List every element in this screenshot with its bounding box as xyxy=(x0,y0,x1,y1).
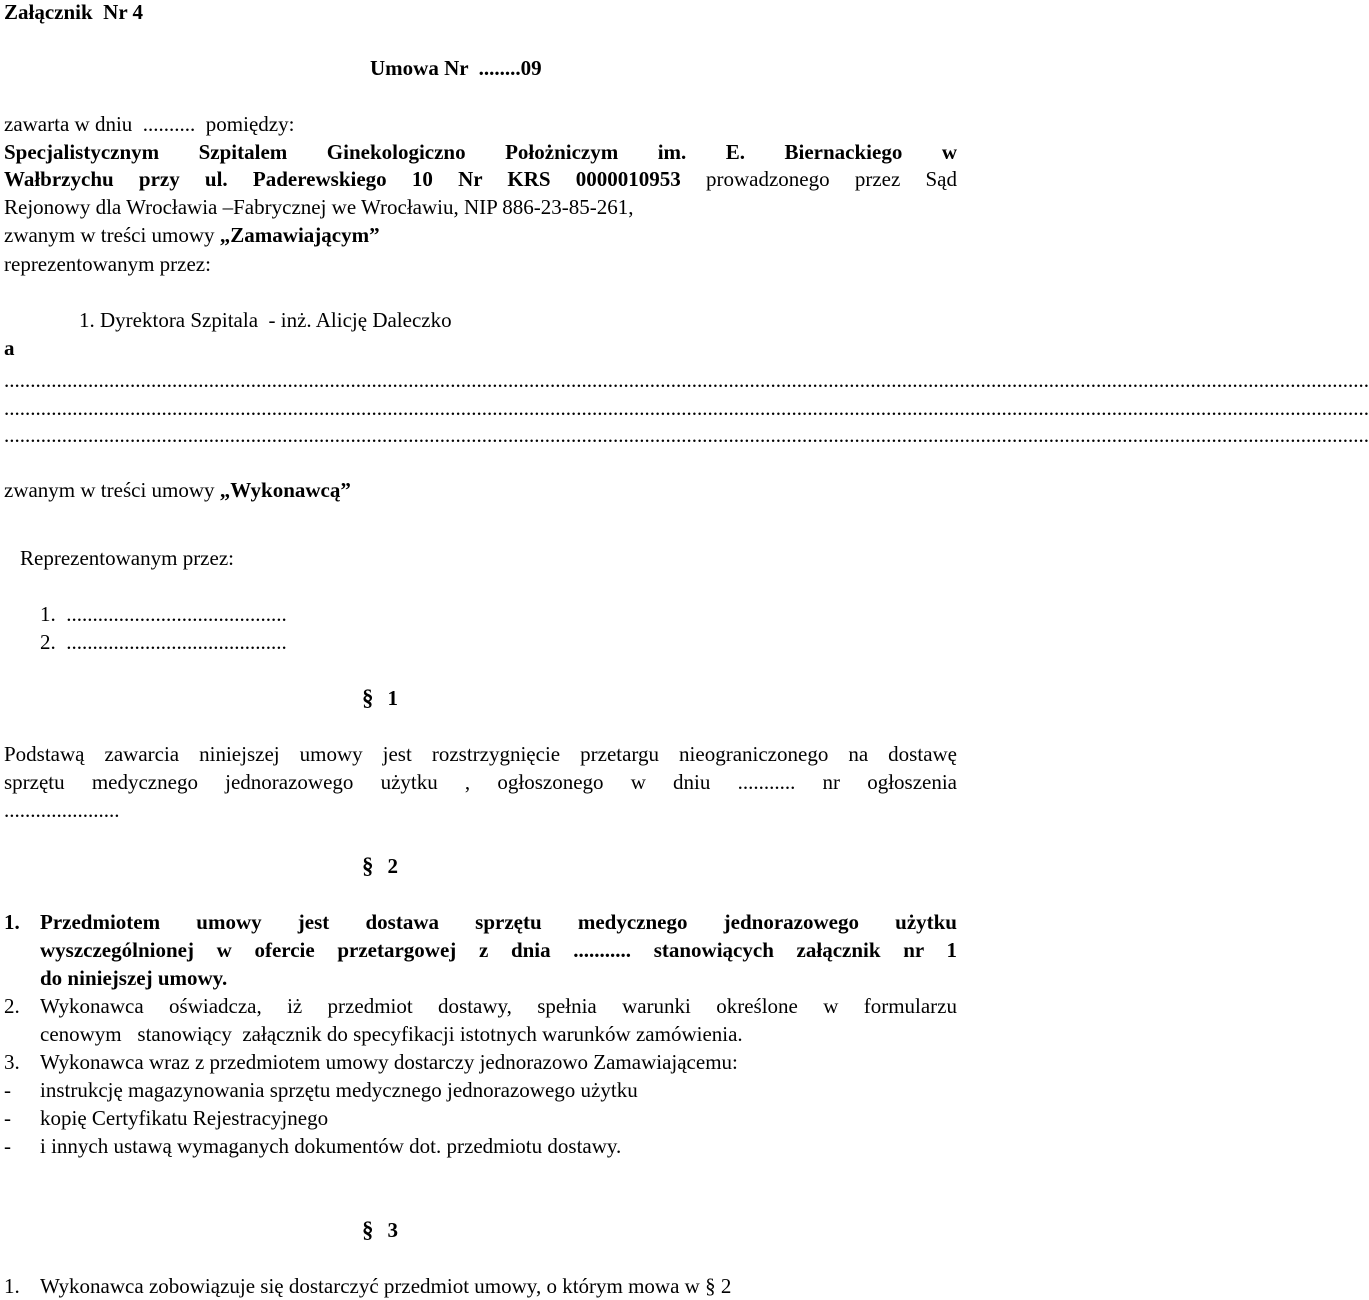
hospital-address-rest: prowadzonego przez Sąd xyxy=(680,167,958,191)
orderer-definition xyxy=(4,221,380,249)
section-number: 2 xyxy=(387,854,398,878)
item-2-line1: Wykonawca oświadcza, iż przedmiot dostawy, spełnia warunki określone w formularzu xyxy=(40,994,957,1018)
item-1-line1: Przedmiotem umowy jest dostawa sprzętu medycznego jednorazowego użytku xyxy=(40,910,957,934)
bullet-2: kopię Certyfikatu Rejestracyjnego xyxy=(40,1106,329,1130)
director-entry: 1. Dyrektora Szpitala - inż. Alicję Daleczko xyxy=(79,308,452,332)
hospital-name-line1: Specjalistycznym Szpitalem Ginekologiczno Położniczym im. E. Biernackiego w xyxy=(4,140,957,164)
contractor-definition xyxy=(4,476,351,504)
concluded-on-line: zawarta w dniu .......... pomiędzy: xyxy=(4,112,295,136)
paragraph-symbol: § xyxy=(362,853,374,878)
blank-dots-line-2: .................................................................................................................................................................................................................................................................... xyxy=(4,396,1369,420)
item-1-line3: do niniejszej umowy. xyxy=(40,966,228,990)
contractor-term: „Wykonawcą” xyxy=(219,478,351,502)
item-1-number: 1. xyxy=(4,910,20,934)
annex-label: Załącznik Nr 4 xyxy=(4,0,144,24)
called-prefix: zwanym w treści umowy xyxy=(4,223,220,247)
called-prefix-2: zwanym w treści umowy xyxy=(4,478,220,502)
and-conjunction: a xyxy=(4,336,15,360)
paragraph-symbol: § xyxy=(362,1217,374,1242)
section-2-heading xyxy=(362,852,398,880)
bullet-dash: - xyxy=(4,1134,11,1158)
bullet-dash: - xyxy=(4,1078,11,1102)
section-3-item-1-number: 1. xyxy=(4,1274,20,1298)
orderer-term: „Zamawiającym” xyxy=(219,223,380,247)
represented-by-label: reprezentowanym przez: xyxy=(4,252,211,276)
section-1-line2: sprzętu medycznego jednorazowego użytku , ogłoszonego w dniu ........... nr ogłoszenia xyxy=(4,770,957,794)
hospital-registry-line: Rejonowy dla Wrocławia –Fabrycznej we Wrocławiu, NIP 886-23-85-261, xyxy=(4,195,634,219)
blank-dots-line-1: .................................................................................................................................................................................................................................................................... xyxy=(4,368,1369,392)
item-2-number: 2. xyxy=(4,994,20,1018)
representative-2: 2. .......................................... xyxy=(40,630,287,654)
item-3-line1: Wykonawca wraz z przedmiotem umowy dostarczy jednorazowo Zamawiającemu: xyxy=(40,1050,738,1074)
paragraph-symbol: § xyxy=(362,685,374,710)
section-1-heading xyxy=(362,684,398,712)
bullet-1: instrukcję magazynowania sprzętu medycznego jednorazowego użytku xyxy=(40,1078,638,1102)
section-number: 3 xyxy=(387,1218,398,1242)
bullet-dash: - xyxy=(4,1106,11,1130)
contract-title: Umowa Nr ........09 xyxy=(370,56,542,80)
section-1-line3: ...................... xyxy=(4,798,120,822)
blank-dots-line-3: .................................................................................................................................................................................................................................................................... xyxy=(4,423,1369,447)
represented-by-label-2: Reprezentowanym przez: xyxy=(20,546,234,570)
representative-1: 1. .......................................... xyxy=(40,602,287,626)
item-2-line2: cenowym stanowiący załącznik do specyfikacji istotnych warunków zamówienia. xyxy=(40,1022,743,1046)
item-1-line2: wyszczególnionej w ofercie przetargowej z dnia ........... stanowiących załącznik nr 1 xyxy=(40,938,957,962)
section-number: 1 xyxy=(387,686,398,710)
hospital-address-bold: Wałbrzychu przy ul. Paderewskiego 10 Nr KRS 0000010953 xyxy=(4,167,681,191)
item-3-number: 3. xyxy=(4,1050,20,1074)
bullet-3: i innych ustawą wymaganych dokumentów dot. przedmiotu dostawy. xyxy=(40,1134,622,1158)
section-3-item-1-line1: Wykonawca zobowiązuje się dostarczyć przedmiot umowy, o którym mowa w § 2 xyxy=(40,1274,732,1298)
section-1-line1: Podstawą zawarcia niniejszej umowy jest rozstrzygnięcie przetargu nieograniczonego na dostawę xyxy=(4,742,957,766)
section-3-heading xyxy=(362,1216,398,1244)
hospital-name-line2 xyxy=(4,165,957,193)
